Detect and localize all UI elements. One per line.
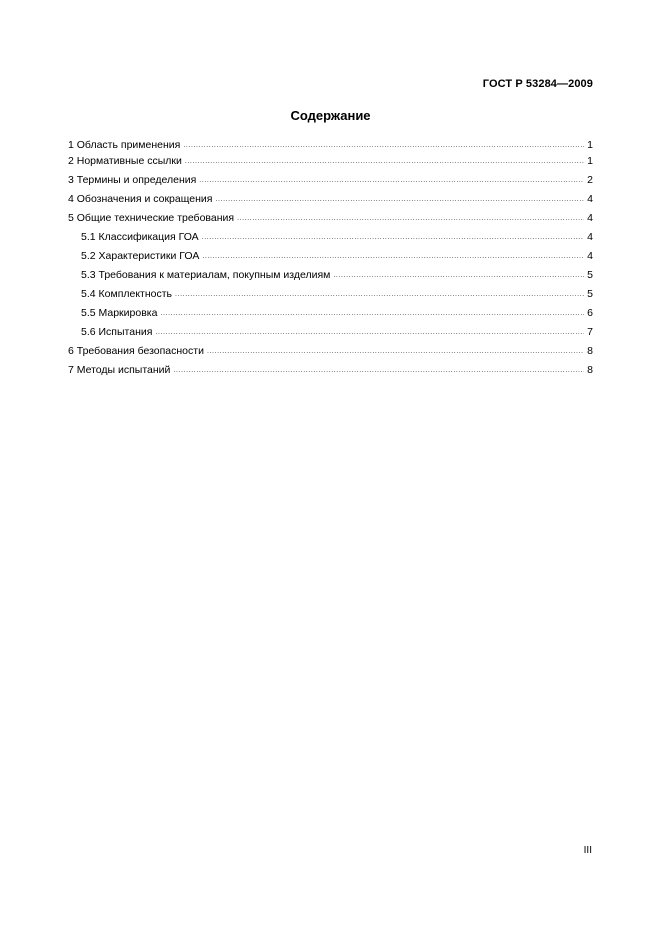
dot-leader bbox=[155, 323, 584, 342]
toc-entry-text: 5.2 Характеристики ГОА bbox=[81, 250, 200, 262]
dot-leader bbox=[185, 152, 584, 171]
toc-entry-5-1[interactable] bbox=[68, 228, 593, 247]
toc-entry-text: 2 Нормативные ссылки bbox=[68, 155, 182, 167]
toc-entry-4[interactable] bbox=[68, 190, 593, 209]
toc-entry-text: 5.1 Классификация ГОА bbox=[81, 231, 199, 243]
toc-entry-text: 5.5 Маркировка bbox=[81, 307, 158, 319]
toc-entry-6[interactable] bbox=[68, 342, 593, 361]
toc-entry-5-5[interactable] bbox=[68, 304, 593, 323]
toc-entry-text: 4 Обозначения и сокращения bbox=[68, 193, 213, 205]
toc-entry-text: 5.4 Комплектность bbox=[81, 288, 173, 300]
dot-leader bbox=[160, 304, 584, 323]
dot-leader bbox=[237, 209, 584, 228]
dot-leader bbox=[207, 342, 584, 361]
dot-leader bbox=[173, 361, 584, 380]
toc-entry-page: 8 bbox=[587, 364, 593, 376]
dot-leader bbox=[175, 285, 584, 304]
toc-entry-page: 1 bbox=[587, 139, 593, 151]
standard-code-header: ГОСТ Р 53284—2009 bbox=[482, 78, 593, 90]
toc-title: Содержание bbox=[290, 108, 371, 123]
toc-entry-page: 7 bbox=[587, 326, 593, 338]
toc-entry-text: 1 Область применения bbox=[68, 139, 181, 151]
dot-leader bbox=[215, 190, 584, 209]
toc-entry-5-6[interactable] bbox=[68, 323, 593, 342]
dot-leader bbox=[199, 171, 584, 190]
toc-entry-page: 4 bbox=[587, 231, 593, 243]
dot-leader bbox=[333, 266, 584, 285]
page-number: III bbox=[583, 845, 592, 856]
toc-entry-page: 5 bbox=[587, 288, 593, 300]
toc-entry-page: 5 bbox=[587, 269, 593, 281]
toc-entry-page: 6 bbox=[587, 307, 593, 319]
toc-entry-text: 5.3 Требования к материалам, покупным изделиям bbox=[81, 269, 331, 281]
dot-leader bbox=[202, 228, 584, 247]
table-of-contents bbox=[68, 136, 593, 380]
toc-entry-page: 8 bbox=[587, 345, 593, 357]
dot-leader bbox=[202, 247, 584, 266]
toc-entry-5-4[interactable] bbox=[68, 285, 593, 304]
toc-entry-text: 5 Общие технические требования bbox=[68, 212, 235, 224]
toc-entry-text: 3 Термины и определения bbox=[68, 174, 197, 186]
toc-entry-page: 4 bbox=[587, 250, 593, 262]
toc-entry-page: 4 bbox=[587, 193, 593, 205]
toc-entry-5[interactable] bbox=[68, 209, 593, 228]
toc-entry-7[interactable] bbox=[68, 361, 593, 380]
toc-entry-page: 4 bbox=[587, 212, 593, 224]
toc-entry-text: 7 Методы испытаний bbox=[68, 364, 171, 376]
toc-entry-5-3[interactable] bbox=[68, 266, 593, 285]
toc-entry-5-2[interactable] bbox=[68, 247, 593, 266]
toc-entry-3[interactable] bbox=[68, 171, 593, 190]
toc-entry-text: 6 Требования безопасности bbox=[68, 345, 204, 357]
toc-entry-page: 1 bbox=[587, 155, 593, 167]
toc-entry-text: 5.6 Испытания bbox=[81, 326, 153, 338]
toc-entry-page: 2 bbox=[587, 174, 593, 186]
toc-entry-2[interactable] bbox=[68, 152, 593, 171]
